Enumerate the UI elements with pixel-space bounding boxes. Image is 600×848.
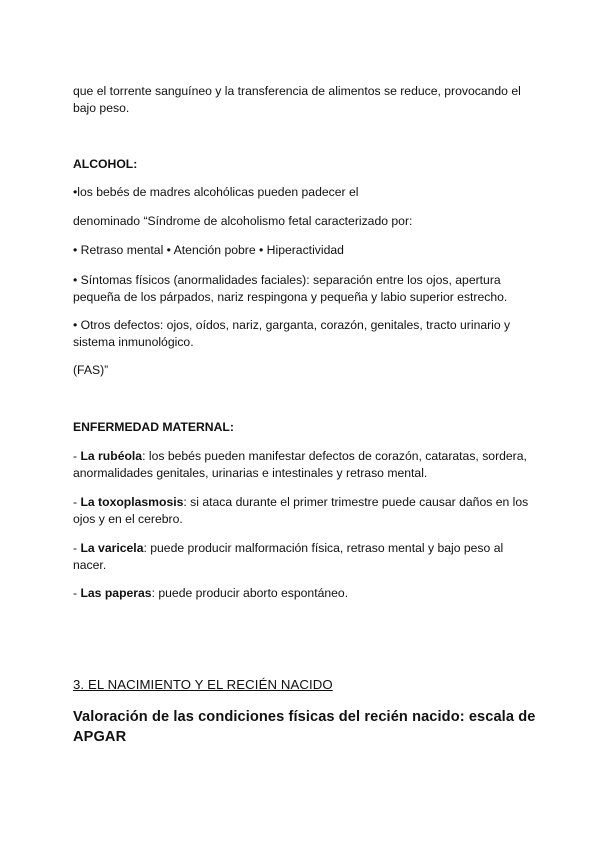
subtitle-line-1: Valoración de las condiciones físicas del recién nacido: escala de [73, 709, 536, 725]
maternal-item-varicela [73, 540, 533, 574]
intro-line-1: que el torrente sanguíneo y la transferencia de alimentos se reduce, provocando el [73, 84, 521, 98]
section-3-subtitle [73, 707, 543, 747]
item-prefix: - [73, 586, 81, 600]
alcohol-paragraph-1: •los bebés de madres alcohólicas pueden padecer el [73, 185, 359, 199]
alcohol-physical-symptoms [73, 272, 533, 306]
item-term: La toxoplasmosis [80, 495, 184, 509]
alcohol-fas-note: (FAS)” [73, 363, 109, 377]
maternal-item-toxoplasmosis [73, 494, 533, 528]
maternal-item-rubeola [73, 448, 533, 482]
alcohol-physical-line-2: pequeña de los párpados, nariz respingona y pequeña y labio superior estrecho. [73, 290, 508, 304]
section-3-title: 3. EL NACIMIENTO Y EL RECIÉN NACIDO [73, 677, 333, 692]
alcohol-other-line-1: • Otros defectos: ojos, oídos, nariz, garganta, corazón, genitales, tracto urinario y [73, 318, 511, 332]
maternal-heading: ENFERMEDAD MATERNAL: [73, 420, 234, 434]
alcohol-other-defects [73, 317, 533, 351]
intro-line-2: bajo peso. [73, 101, 130, 115]
item-term: La rubéola [80, 449, 143, 463]
subtitle-line-2: APGAR [73, 729, 127, 745]
alcohol-heading: ALCOHOL: [73, 157, 138, 171]
item-prefix: - [73, 495, 81, 509]
item-line-2: ojos y en el cerebro. [73, 512, 183, 526]
item-prefix: - [73, 541, 81, 555]
item-prefix: - [73, 449, 81, 463]
item-line-1: : los bebés pueden manifestar defectos de corazón, cataratas, sordera, [142, 449, 527, 463]
alcohol-other-line-2: sistema inmunológico. [73, 335, 194, 349]
item-term: Las paperas [80, 586, 152, 600]
item-line-1: : si ataca durante el primer trimestre puede causar daños en los [183, 495, 529, 509]
maternal-item-paperas [73, 585, 533, 602]
item-line-2: nacer. [73, 558, 107, 572]
item-line-1: : puede producir aborto espontáneo. [151, 586, 349, 600]
alcohol-physical-line-1: • Síntomas físicos (anormalidades faciales): separación entre los ojos, apertura [73, 273, 501, 287]
item-line-2: anormalidades genitales, urinarias e intestinales y retraso mental. [73, 466, 428, 480]
item-term: La varicela [80, 541, 144, 555]
intro-paragraph [73, 83, 533, 117]
alcohol-symptoms-list: • Retraso mental • Atención pobre • Hiperactividad [73, 243, 344, 257]
alcohol-paragraph-2: denominado “Síndrome de alcoholismo fetal caracterizado por: [73, 214, 413, 228]
item-line-1: : puede producir malformación física, retraso mental y bajo peso al [143, 541, 504, 555]
